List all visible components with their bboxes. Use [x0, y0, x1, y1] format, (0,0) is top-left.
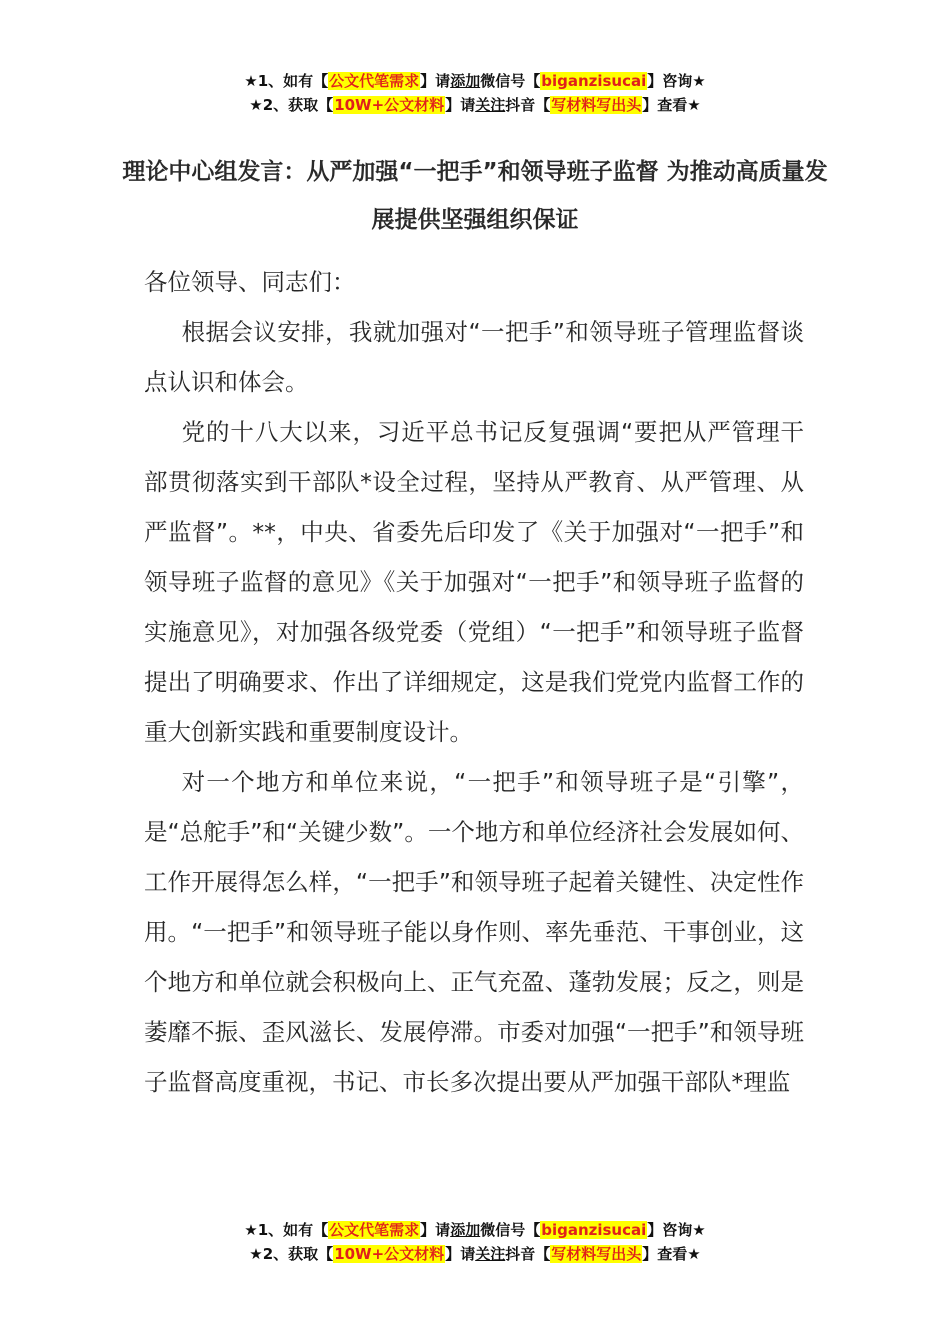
banner-line-1	[0, 1218, 950, 1242]
banner-line-2	[0, 93, 950, 117]
banner-emphasis: 关注	[475, 96, 506, 114]
banner-line-2	[0, 1242, 950, 1266]
banner-emphasis: 添加	[450, 72, 481, 90]
banner-text: 微信号【	[480, 72, 541, 90]
banner-text: 抖音【	[505, 1245, 551, 1263]
banner-text: 】查看★	[642, 96, 701, 114]
banner-highlight: 写材料写出头	[551, 1245, 642, 1263]
salutation: 各位领导、同志们：	[144, 268, 356, 296]
banner-text: 微信号【	[480, 1221, 541, 1239]
header-banner	[0, 69, 950, 117]
banner-text: 】请	[445, 1245, 476, 1263]
banner-highlight: 10W+公文材料	[334, 1245, 445, 1263]
document-body	[144, 257, 804, 1107]
banner-text: 】请	[420, 1221, 451, 1239]
banner-highlight: biganzisucai	[541, 72, 647, 90]
banner-text: 】请	[445, 96, 476, 114]
document-title: 理论中心组发言：从严加强“一把手”和领导班子监督 为推动高质量发展提供坚强组织保证	[122, 159, 828, 233]
banner-highlight: 公文代笔需求	[329, 1221, 420, 1239]
banner-highlight: biganzisucai	[541, 1221, 647, 1239]
banner-text: ★2、获取【	[249, 96, 334, 114]
banner-emphasis: 添加	[450, 1221, 481, 1239]
banner-text: 】请	[420, 72, 451, 90]
banner-highlight: 写材料写出头	[551, 96, 642, 114]
banner-text: 】查看★	[642, 1245, 701, 1263]
banner-text: ★2、获取【	[249, 1245, 334, 1263]
paragraph: 根据会议安排，我就加强对“一把手”和领导班子管理监督谈点认识和体会。	[144, 318, 804, 396]
paragraph: 党的十八大以来，习近平总书记反复强调“要把从严管理干部贯彻落实到干部队*设全过程，坚持从严教育、从严管理、从严监督”。**，中央、省委先后印发了《关于加强对“一把手”和领导班子监督的意见》《关于加强对“一把手”和领导班子监督的实施意见》，对加强各级党委（党组）“一把手”和领导班子监督提出了明确要求、作出了详细规定，这是我们党党内监督工作的重大创新实践和重要制度设计。	[144, 418, 804, 746]
footer-banner	[0, 1218, 950, 1266]
banner-text: 】咨询★	[647, 1221, 706, 1239]
banner-highlight: 10W+公文材料	[334, 96, 445, 114]
banner-text: ★1、如有【	[244, 1221, 329, 1239]
banner-emphasis: 关注	[475, 1245, 506, 1263]
banner-text: 抖音【	[505, 96, 551, 114]
paragraph: 对一个地方和单位来说，“一把手”和领导班子是“引擎”，是“总舵手”和“关键少数”。一个地方和单位经济社会发展如何、工作开展得怎么样，“一把手”和领导班子起着关键性、决定性作用。“一把手”和领导班子能以身作则、率先垂范、干事创业，这个地方和单位就会积极向上、正气充盈、蓬勃发展；反之，则是萎靡不振、歪风滋长、发展停滞。市委对加强“一把手”和领导班子监督高度重视，书记、市长多次提出要从严加强干部队*理监	[144, 768, 804, 1096]
banner-line-1	[0, 69, 950, 93]
banner-highlight: 公文代笔需求	[329, 72, 420, 90]
banner-text: 】咨询★	[647, 72, 706, 90]
banner-text: ★1、如有【	[244, 72, 329, 90]
